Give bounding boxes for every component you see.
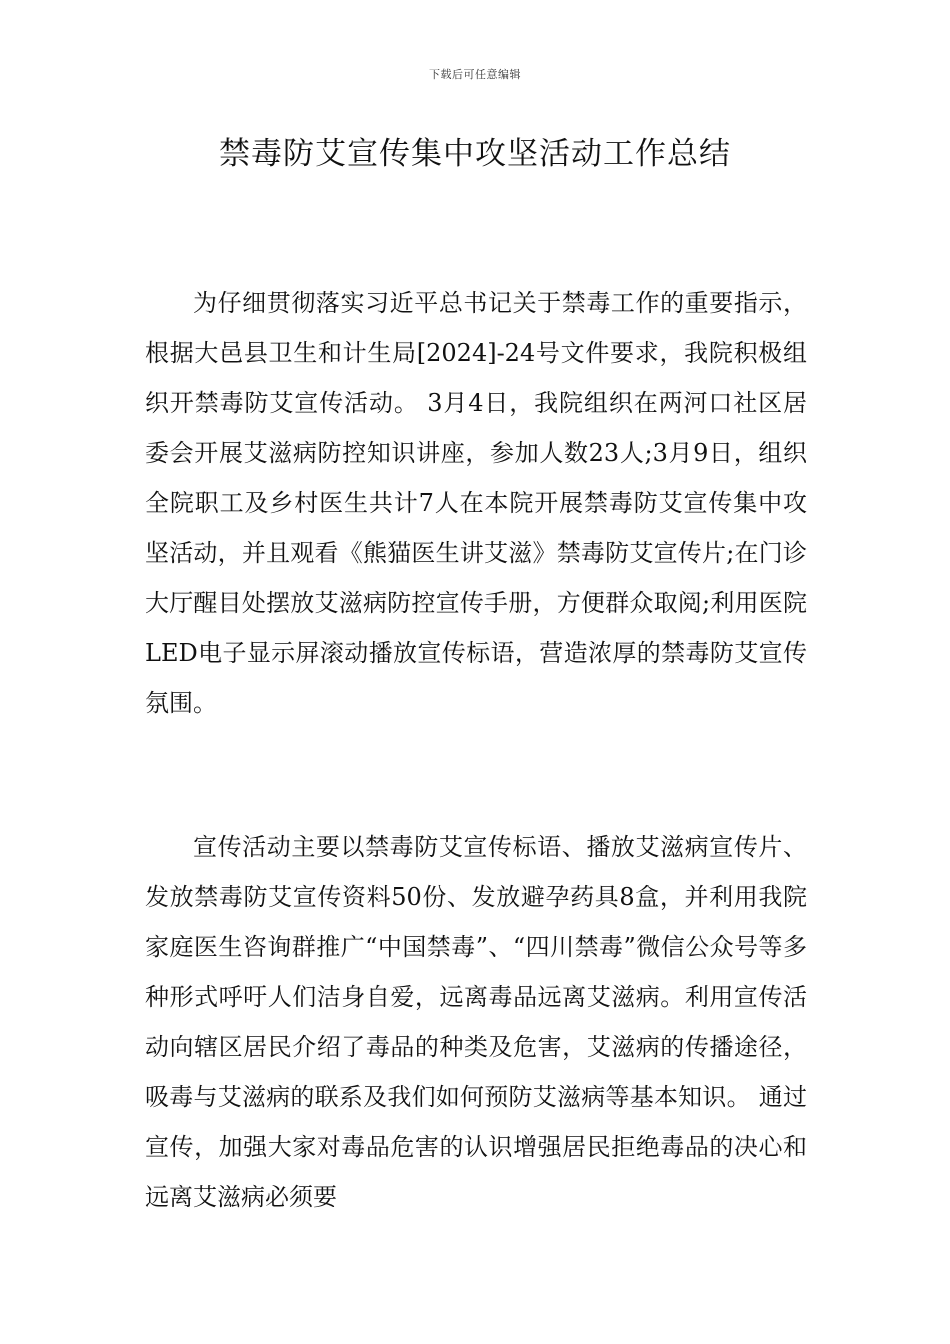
body-paragraph-1: 为仔细贯彻落实习近平总书记关于禁毒工作的重要指示，根据大邑县卫生和计生局[2024]-24号文件要求，我院积极组织开禁毒防艾宣传活动。 3月4日，我院组织在两河口社区居委会开展艾滋病防控知识讲座，参加人数23人;3月9日，组织全院职工及乡村医生共计7人在本院开展禁毒防艾宣传集中攻坚活动，并且观看《熊猫医生讲艾滋》禁毒防艾宣传片;在门诊大厅醒目处摆放艾滋病防控宣传手册，方便群众取阅;利用医院LED电子显示屏滚动播放宣传标语，营造浓厚的禁毒防艾宣传氛围。 xyxy=(145,289,807,717)
header-note: 下载后可任意编辑 xyxy=(429,68,521,81)
body-paragraph-2: 宣传活动主要以禁毒防艾宣传标语、播放艾滋病宣传片、发放禁毒防艾宣传资料50份、发放避孕药具8盒，并利用我院家庭医生咨询群推广“中国禁毒”、“四川禁毒”微信公众号等多种形式呼吁人们洁身自爱，远离毒品远离艾滋病。利用宣传活动向辖区居民介绍了毒品的种类及危害，艾滋病的传播途径，吸毒与艾滋病的联系及我们如何预防艾滋病等基本知识。 通过宣传，加强大家对毒品危害的认识增强居民拒绝毒品的决心和远离艾滋病必须要 xyxy=(145,833,807,1211)
document-title: 禁毒防艾宣传集中攻坚活动工作总结 xyxy=(219,136,731,172)
